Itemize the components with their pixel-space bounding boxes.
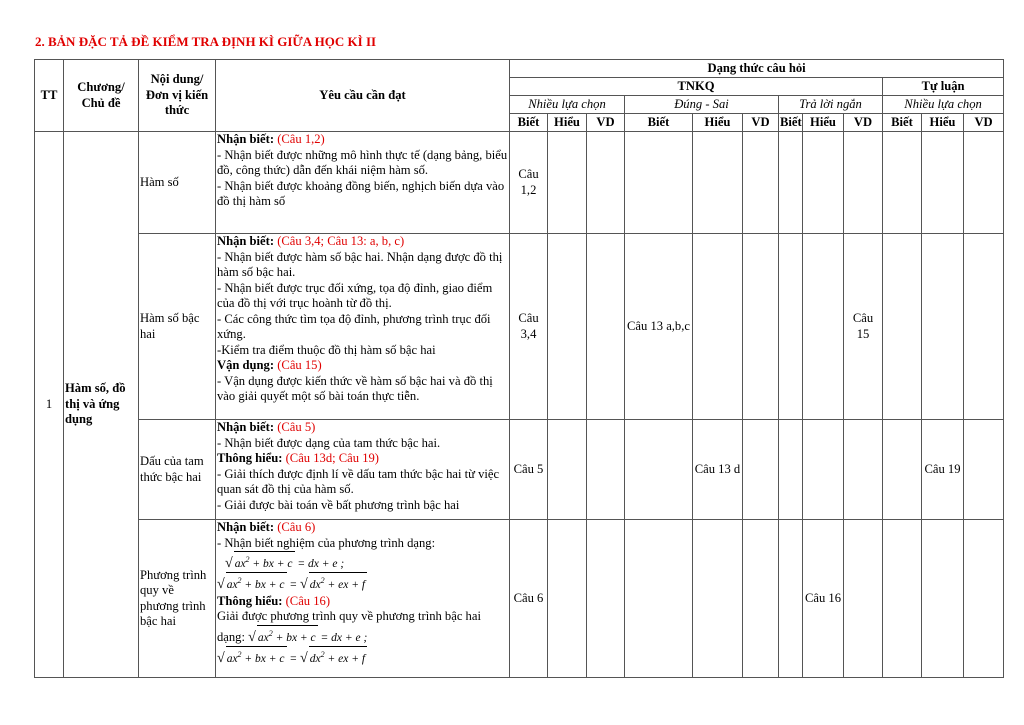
level-header: Biết <box>625 114 693 132</box>
question-ref: (Câu 13d; Câu 19) <box>285 451 379 465</box>
question-cell: Câu 1,2 <box>510 132 548 234</box>
col-header-multi-choice: Nhiều lựa chọn <box>510 96 625 114</box>
requirement-text: - Nhận biết được những mô hình thực tế (dạng bảng, biểu đồ, công thức) dẫn đến khái niệm hàm số. <box>217 147 508 177</box>
chapter-name: Hàm số, đồ thị và ứng dụng <box>64 132 139 678</box>
level-label: Vận dụng: <box>217 358 275 372</box>
col-header-tt: TT <box>35 60 64 132</box>
table-row <box>35 234 1004 420</box>
table-row <box>35 520 1004 678</box>
level-header: VD <box>964 114 1004 132</box>
question-ref: (Câu 6) <box>277 520 316 534</box>
requirement-cell <box>216 234 510 420</box>
table-row <box>35 420 1004 520</box>
level-header: VD <box>743 114 779 132</box>
equation-formula: √ $ax^2$ + bx + c = √ $dx^2$ + ex + f <box>217 572 367 593</box>
level-label: Nhận biết: <box>217 420 275 434</box>
level-label: Thông hiểu: <box>217 451 283 465</box>
level-header: Biết <box>779 114 803 132</box>
requirement-text: - Nhận biết được trục đối xứng, tọa độ đỉnh, giao điểm của đồ thị với trục hoành từ đồ thị. <box>217 280 493 310</box>
col-header-question-form: Dạng thức câu hỏi <box>510 60 1004 78</box>
equation-formula: √ $ax^2$ + bx + c = √ $dx^2$ + ex + f <box>217 646 367 667</box>
col-header-chapter: Chương/ Chủ đề <box>64 60 139 132</box>
level-label: Nhận biết: <box>217 132 275 146</box>
level-label: Nhận biết: <box>217 234 275 248</box>
question-cell: Câu 16 <box>803 520 844 678</box>
level-header: VD <box>844 114 883 132</box>
table-row <box>35 132 1004 234</box>
question-cell: Câu 13 a,b,c <box>625 234 693 420</box>
level-label: Thông hiểu: <box>217 593 283 608</box>
col-header-essay: Tự luận <box>883 78 1004 96</box>
question-cell: Câu 3,4 <box>510 234 548 420</box>
question-cell: Câu 13 d <box>693 420 743 520</box>
requirement-text: - Giải được bài toán về bất phương trình bậc hai <box>217 497 460 512</box>
level-header: VD <box>587 114 625 132</box>
col-header-tnkq: TNKQ <box>510 78 883 96</box>
unit-name: Hàm số <box>139 132 216 234</box>
requirement-text: - Các công thức tìm tọa độ đỉnh, phương trình trục đối xứng. <box>217 311 491 341</box>
requirement-cell <box>216 132 510 234</box>
header-row-1 <box>35 60 1004 78</box>
equation-formula: √ $ax^2$ + bx + c = dx + e ; <box>225 551 344 572</box>
question-cell: Câu 15 <box>844 234 883 420</box>
level-header: Hiểu <box>803 114 844 132</box>
requirement-cell <box>216 420 510 520</box>
question-ref: (Câu 3,4; Câu 13: a, b, c) <box>277 234 405 248</box>
unit-name: Hàm số bậc hai <box>139 234 216 420</box>
question-cell: Câu 5 <box>510 420 548 520</box>
level-label: Nhận biết: <box>217 520 275 534</box>
col-header-requirement: Yêu cầu cần đạt <box>216 60 510 132</box>
level-header: Biết <box>883 114 922 132</box>
question-cell: Câu 19 <box>922 420 964 520</box>
specification-table <box>34 59 1004 678</box>
question-ref: (Câu 5) <box>277 420 316 434</box>
question-cell: Câu 6 <box>510 520 548 678</box>
requirement-text: - Nhận biết nghiệm của phương trình dạng: <box>217 535 436 550</box>
section-heading: 2. BẢN ĐẶC TẢ ĐỀ KIỂM TRA ĐỊNH KÌ GIỮA HỌC KÌ II <box>35 34 377 49</box>
unit-name: Phương trình quy về phương trình bậc hai <box>139 520 216 678</box>
col-header-true-false: Đúng - Sai <box>625 96 779 114</box>
level-header: Hiểu <box>693 114 743 132</box>
requirement-text: - Giải thích được định lí về dấu tam thức bậc hai từ việc quan sát đồ thị của hàm số. <box>217 466 500 496</box>
question-ref: (Câu 1,2) <box>277 132 325 146</box>
requirement-text: - Nhận biết được dạng của tam thức bậc hai. <box>217 435 441 450</box>
level-header: Hiểu <box>922 114 964 132</box>
col-header-content: Nội dung/ Đơn vị kiến thức <box>139 60 216 132</box>
requirement-text: Giải được phương trình quy về phương trình bậc hai dạng: <box>217 609 481 644</box>
col-header-essay-multi: Nhiều lựa chọn <box>883 96 1004 114</box>
question-ref: (Câu 15) <box>277 358 322 372</box>
requirement-text: - Nhận biết được hàm số bậc hai. Nhận dạng được đồ thị hàm số bậc hai. <box>217 249 503 279</box>
question-ref: (Câu 16) <box>285 593 331 608</box>
requirement-text: - Vận dụng được kiến thức về hàm số bậc hai và đồ thị vào giải quyết một số bài toán thực tiễn. <box>217 373 493 403</box>
equation-formula: √ $ax^2$ + bx + c = dx + e ; <box>248 625 367 646</box>
chapter-number: 1 <box>35 132 64 678</box>
unit-name: Dấu của tam thức bậc hai <box>139 420 216 520</box>
requirement-text: -Kiểm tra điểm thuộc đồ thị hàm số bậc hai <box>217 342 436 357</box>
level-header: Hiểu <box>548 114 587 132</box>
level-header: Biết <box>510 114 548 132</box>
requirement-cell <box>216 520 510 678</box>
col-header-short-answer: Trả lời ngắn <box>779 96 883 114</box>
requirement-text: - Nhận biết được khoảng đồng biến, nghịch biến dựa vào đồ thị hàm số <box>217 178 505 208</box>
